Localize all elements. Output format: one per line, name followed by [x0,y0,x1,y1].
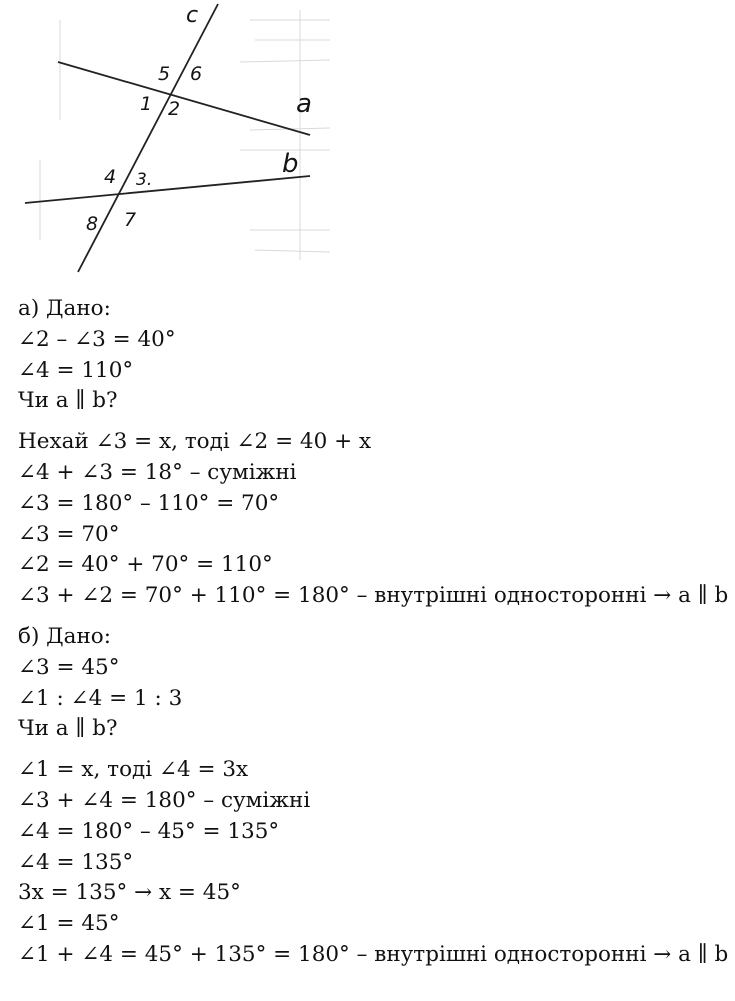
parallel-lines-diagram [0,0,340,280]
solution-line: Нехай ∠3 = x, тоді ∠2 = 40 + x [18,429,372,455]
angle-label-7: 7 [124,209,137,231]
solution-line: ∠1 = x, тоді ∠4 = 3x [18,757,249,783]
solution-line: ∠3 + ∠4 = 180° – суміжні [18,787,311,813]
part-b-given-heading: б) Дано: [18,623,111,649]
line-c [78,4,218,272]
geometry-figure [0,0,340,280]
line-b [25,176,310,203]
solution-line: 3x = 135° → x = 45° [18,880,241,906]
angle-label-4: 4 [104,166,117,188]
given-line: ∠2 – ∠3 = 40° [18,326,176,352]
given-line: ∠4 = 110° [18,357,134,383]
question-line: Чи a ∥ b? [18,716,118,742]
solution-line: ∠4 = 180° – 45° = 135° [18,818,280,844]
solution-line: ∠2 = 40° + 70° = 110° [18,552,273,578]
solution-line: ∠4 = 135° [18,849,134,875]
solution-line: ∠3 = 70° [18,521,120,547]
solution-text [18,294,728,971]
solution-line: ∠3 = 180° – 110° = 70° [18,490,280,516]
given-line: ∠3 = 45° [18,654,120,680]
line-a [58,62,310,135]
angle-label-2: 2 [168,98,181,120]
angle-label-1: 1 [140,93,153,115]
spacer [18,612,728,622]
given-line: ∠1 : ∠4 = 1 : 3 [18,685,183,711]
spacer [18,417,728,427]
angle-label-5: 5 [158,63,171,85]
solution-line: ∠4 + ∠3 = 18° – суміжні [18,459,297,485]
conclusion-line: ∠1 + ∠4 = 45° + 135° = 180° – внутрішні односторонні → a ∥ b [18,941,729,967]
part-a-given-heading: а) Дано: [18,296,111,321]
solution-line: ∠1 = 45° [18,911,120,937]
background-scribbles [40,10,330,260]
conclusion-line: ∠3 + ∠2 = 70° + 110° = 180° – внутрішні односторонні → a ∥ b [18,583,729,609]
label-b: b [282,149,299,179]
angle-label-3: 3. [136,170,153,190]
label-a: a [296,89,312,119]
spacer [18,745,728,755]
angle-label-8: 8 [86,213,99,235]
question-line: Чи a ∥ b? [18,388,118,414]
label-c: c [186,3,199,28]
angle-label-6: 6 [190,63,203,85]
